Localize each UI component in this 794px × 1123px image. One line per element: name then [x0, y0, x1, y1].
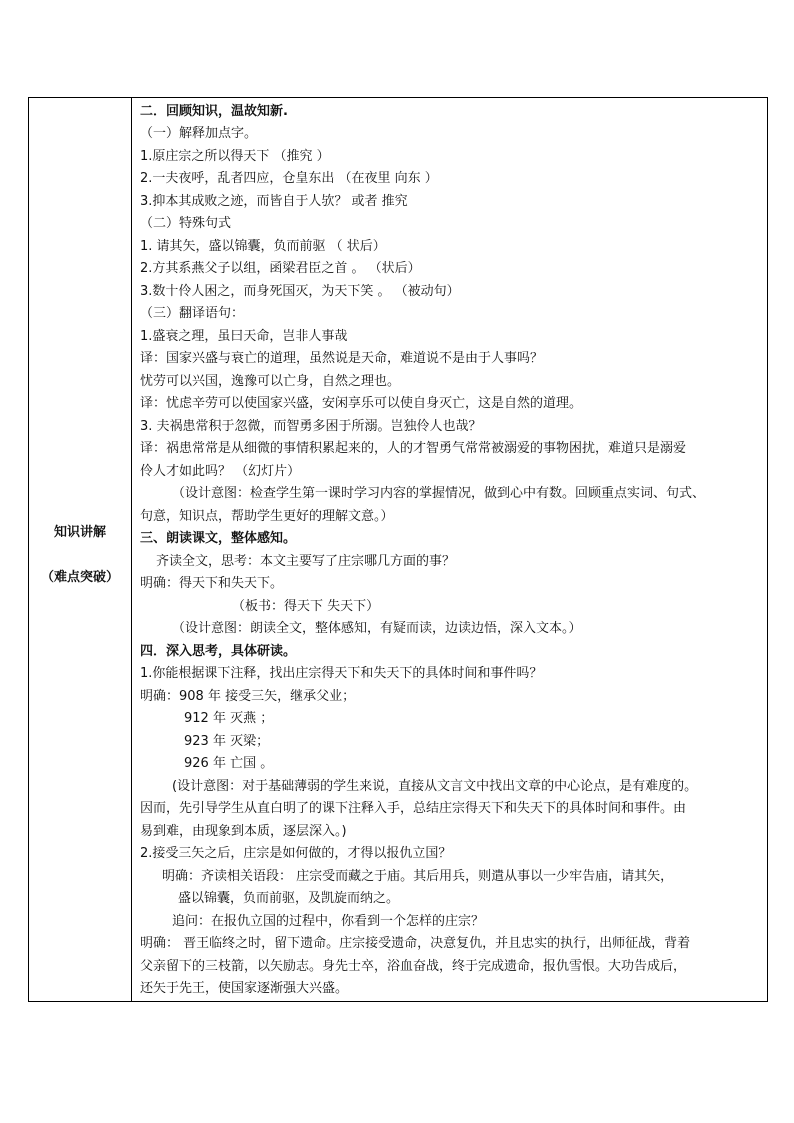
text-line: 句意，知识点，帮助学生更好的理解文意。） [140, 509, 394, 524]
text-line: 明确：齐读相关语段： 庄宗受而藏之于庙。其后用兵，则遣从事以一少牢告庙，请其矢， [162, 869, 674, 884]
text-line: 忧劳可以兴国，逸豫可以亡身，自然之理也。 [140, 374, 401, 389]
timeline-item: 926 年 亡国 。 [184, 756, 274, 771]
text-line: 3. 夫祸患常积于忽微，而智勇多困于所溺。岂独伶人也哉？ [140, 419, 482, 434]
text-line: 追问：在报仇立国的过程中，你看到一个怎样的庄宗？ [172, 914, 485, 929]
heading-deep-study: 四．深入思考，具体研读。 [140, 644, 297, 659]
text-line: 译：祸患常常是从细微的事情积累起来的，人的才智勇气常常被溺爱的事物困扰，难道只是溺爱 [140, 441, 687, 456]
timeline-item: 912 年 灭燕 ； [184, 711, 274, 726]
text-line: 父亲留下的三枝箭，以矢励志。身先士卒，浴血奋战，终于完成遗命，报仇雪恨。大功告成后， [140, 959, 687, 974]
text-line: 1.盛衰之理，虽曰天命，岂非人事哉 [140, 329, 348, 344]
subheading-translate: （三）翻译语句： [140, 306, 245, 321]
lesson-table [28, 97, 768, 1002]
text-line: 易到难，由现象到本质，逐层深入。) [140, 824, 347, 839]
timeline-item: 923 年 灭梁； [184, 734, 270, 749]
section-subtitle: （难点突破） [40, 570, 119, 585]
text-line: 3.抑本其成败之迹，而皆自于人欤？ 或者 推究 [140, 194, 408, 209]
text-line: 因而，先引导学生从直白明了的课下注释入手，总结庄宗得天下和失天下的具体时间和事件。由 [140, 801, 687, 816]
text-line: 译：忧虑辛劳可以使国家兴盛，安闲享乐可以使自身灭亡，这是自然的道理。 [140, 396, 583, 411]
section-label-cell [29, 98, 132, 1001]
text-line: 明确： 晋王临终之时，留下遗命。庄宗接受遗命，决意复仇，并且忠实的执行，出师征战，背着 [140, 936, 691, 951]
text-line: 1.你能根据课下注释，找出庄宗得天下和失天下的具体时间和事件吗？ [140, 666, 543, 681]
text-line: 1.原庄宗之所以得天下 （推究 ） [140, 149, 330, 164]
text-line: 2.一夫夜呼，乱者四应，仓皇东出 （在夜里 向东 ） [140, 171, 438, 186]
design-intent-note: （设计意图：朗读全文，整体感知，有疑而读，边读边悟，深入文本。） [172, 621, 582, 636]
text-line: 译：国家兴盛与衰亡的道理，虽然说是天命，难道说不是由于人事吗？ [140, 351, 544, 366]
section-title: 知识讲解 [53, 525, 106, 540]
design-intent-note: （设计意图：检查学生第一课时学习内容的掌握情况，做到心中有数。回顾重点实词、句式、 [172, 486, 706, 501]
text-line: 盛以锦囊，负而前驱，及凯旋而纳之。 [178, 891, 400, 906]
heading-reading: 三、朗读课文，整体感知。 [140, 531, 297, 546]
heading-review: 二．回顾知识，温故知新. [140, 104, 288, 119]
text-line: 3.数十伶人困之，而身死国灭，为天下笑 。 （被动句） [140, 284, 460, 299]
text-line: 2.方其系燕父子以组，函梁君臣之首 。 （状后） [140, 261, 421, 276]
subheading-sentences: （二）特殊句式 [140, 216, 232, 231]
text-line: 伶人才如此吗？ （幻灯片） [140, 464, 301, 479]
text-line: 1. 请其矢，盛以锦囊，负而前驱 （ 状后） [140, 239, 386, 254]
text-line: 齐读全文，思考：本文主要写了庄宗哪几方面的事？ [156, 554, 456, 569]
text-line: 还矢于先王，使国家逐渐强大兴盛。 [140, 981, 349, 996]
design-intent-note: (设计意图：对于基础薄弱的学生来说，直接从文言文中找出文章的中心论点，是有难度的。 [172, 779, 698, 794]
lesson-content-cell [132, 98, 767, 1001]
text-line: 明确：908 年 接受三矢，继承父业； [140, 689, 356, 704]
subheading-words: （一）解释加点字。 [140, 126, 258, 141]
text-line: 明确：得天下和失天下。 [140, 576, 284, 591]
board-note: （板书：得天下 失天下） [232, 599, 380, 614]
text-line: 2.接受三矢之后，庄宗是如何做的，才得以报仇立国？ [140, 846, 452, 861]
